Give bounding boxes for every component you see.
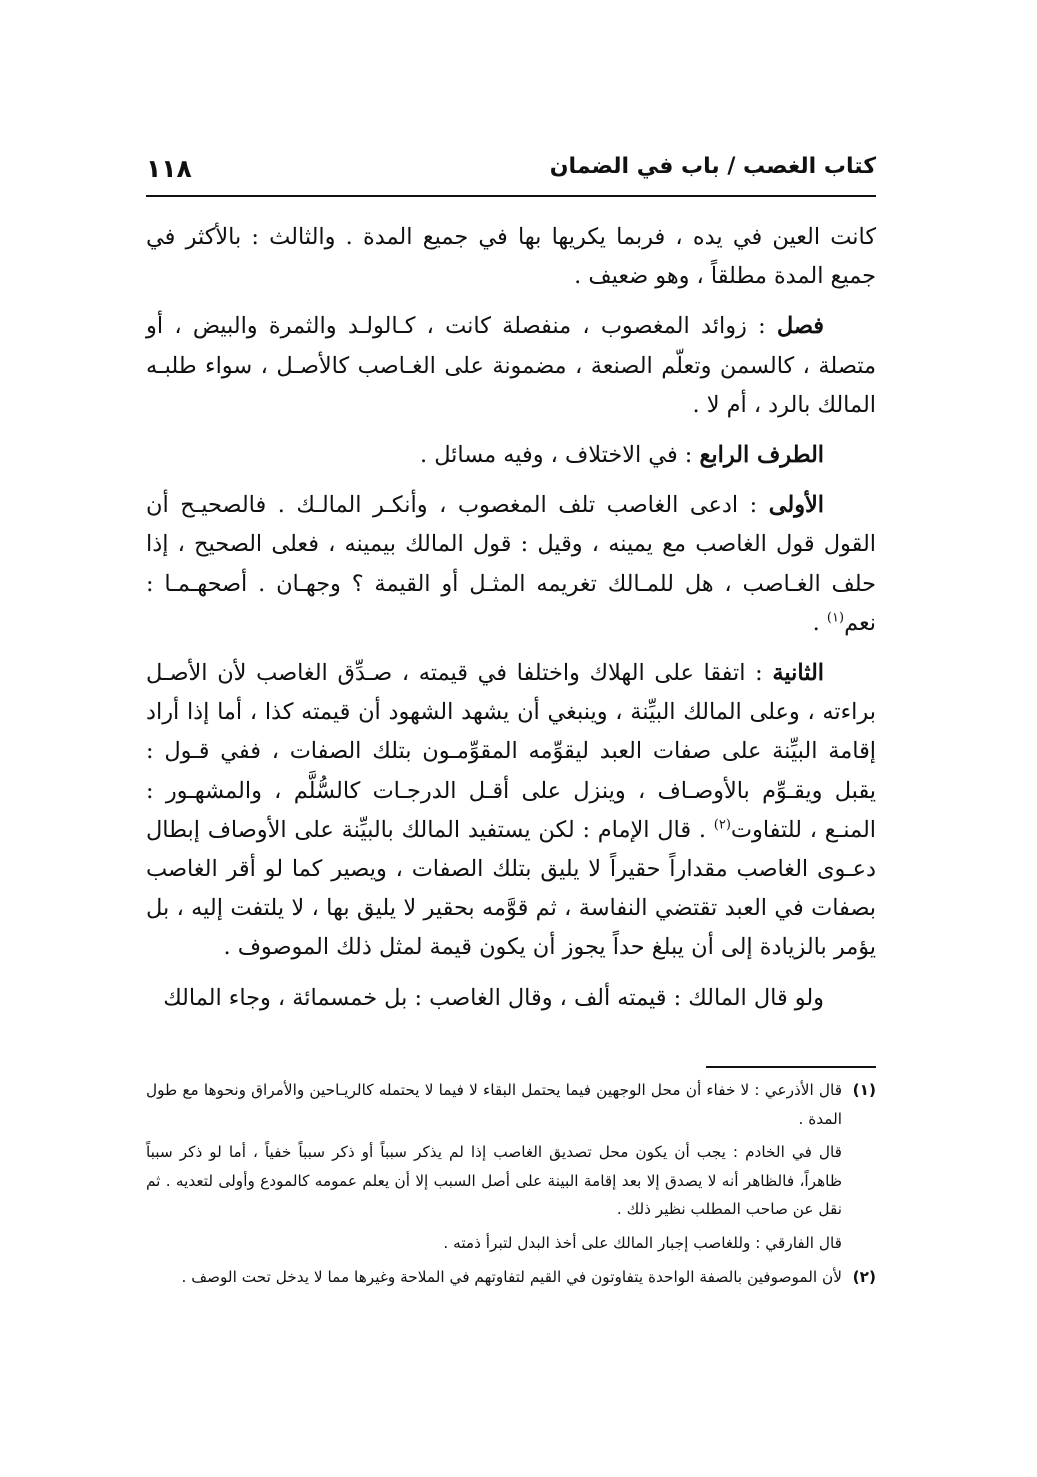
paragraph-2 [146,307,876,425]
footnote-1-para-2: قال في الخادم : يجب أن يكون محل تصديق الغاصب إذا لم يذكر سبباً أو ذكر سبباً خفياً ، أما لو ذكر سبباً ظاهراً، فالظاهر أنه لا يصدق إلا بعد إقامة البينة على أصل السبب إلا أن يعلم عمومه كالمودع وأولى لتعديه . ثم نقل عن صاحب المطلب نظير ذلك . [146,1143,842,1219]
footnote-ref-2[interactable]: (٢) [713,817,731,833]
paragraph-5 [146,654,876,968]
paragraph-1-text: كانت العين في يده ، فربما يكريها بها في جميع المدة . والثالث : بالأكثر في جميع المدة مطلقاً ، وهو ضعيف . [146,224,876,290]
paragraph-6-text: ولو قال المالك : قيمته ألف ، وقال الغاصب : بل خمسمائة ، وجاء المالك [163,984,824,1011]
paragraph-1 [146,218,876,296]
footnotes [146,1076,876,1296]
header-divider [146,195,876,197]
main-text [146,218,876,1029]
footnote-1-para-3: قال الفارقي : وللغاصب إجبار المالك على أخذ البدل لتبرأ ذمته . [443,1233,842,1252]
paragraph-3-text: : في الاختلاف ، وفيه مسائل . [419,442,700,469]
paragraph-4-text: : ادعى الغاصب تلف المغصوب ، وأنكـر المالـك . فالصحيـح أن القول قول الغاصب مع يمينه ، وقيل : قول المالك بيمينه ، فعلى الصحيح ، إذا حلف الغـاصب ، هل للمـالك تغريمه المثـل أو القيمة ؟ وجهـان . أصحهـمـا : نعم [146,492,876,636]
footnote-2-number: (٢) [852,1267,876,1286]
footnote-divider [706,1066,876,1068]
paragraph-6 [146,979,876,1018]
paragraph-4-end: . [812,609,827,636]
footnote-1-text: قال الأذرعي : لا خفاء أن محل الوجهين فيما يحتمل البقاء لا فيما لا يحتمله كالريـاحين والأمراق ونحوها مع طول المدة . [146,1081,842,1128]
paragraph-5-end: . قال الإمام : لكن يستفيد المالك بالبيِّنة على الأوصاف إبطال دعـوى الغاصب مقداراً حقيراً لا يليق بتلك الصفات ، ويصير كما لو أقر الغاصب بصفات في العبد تقتضي النفاسة ، ثم قوَّمه بحقير لا يليق بها ، لا يلتفت إليه ، بل يؤمر بالزيادة إلى أن يبلغ حداً يجوز أن يكون قيمة لمثل ذلك الموصوف . [146,816,876,961]
footnote-2-text: لأن الموصوفين بالصفة الواحدة يتفاوتون في القيم لتفاوتهم في الملاحة وغيرها مما لا يدخل تحت الوصف . [181,1267,842,1286]
footnote-ref-1[interactable]: (١) [826,610,845,626]
paragraph-2-text: : زوائد المغصوب ، منفصلة كانت ، كـالولـد والثمرة والبيض ، أو متصلة ، كالسمن وتعلّم الصنعة ، مضمونة على الغـاصب كالأصـل ، سواء طلبـه المالك بالرد ، أم لا . [146,313,876,418]
issue-heading-second: الثانية [772,660,824,687]
issue-heading-first: الأولى [768,492,824,519]
paragraph-3 [146,436,876,475]
section-heading-fourth-part: الطرف الرابع [699,442,824,469]
paragraph-5-text: : اتفقا على الهلاك واختلفا في قيمته ، صـدِّق الغاصب لأن الأصـل براءته ، وعلى المالك البيِّنة ، وينبغي أن يشهد الشهود أن قيمته كذا ، أما إذا أراد إقامة البيِّنة على صفات العبد ليقوِّمه المقوِّمـون بتلك الصفات ، ففي قـول : يقبل ويقـوِّم بالأوصـاف ، وينزل على أقـل الدرجـات كالسُّلَّم ، والمشهـور : المنـع ، للتفاوت [146,660,876,843]
page-header [146,148,876,198]
section-heading-fasl: فصل [776,313,824,340]
running-title: كتاب الغصب / باب في الضمان [549,154,876,179]
footnote-1-number: (١) [852,1081,876,1099]
footnote-2 [146,1263,876,1292]
paragraph-4 [146,486,876,643]
page-number: ١١٨ [146,154,192,183]
footnote-1 [146,1076,876,1133]
